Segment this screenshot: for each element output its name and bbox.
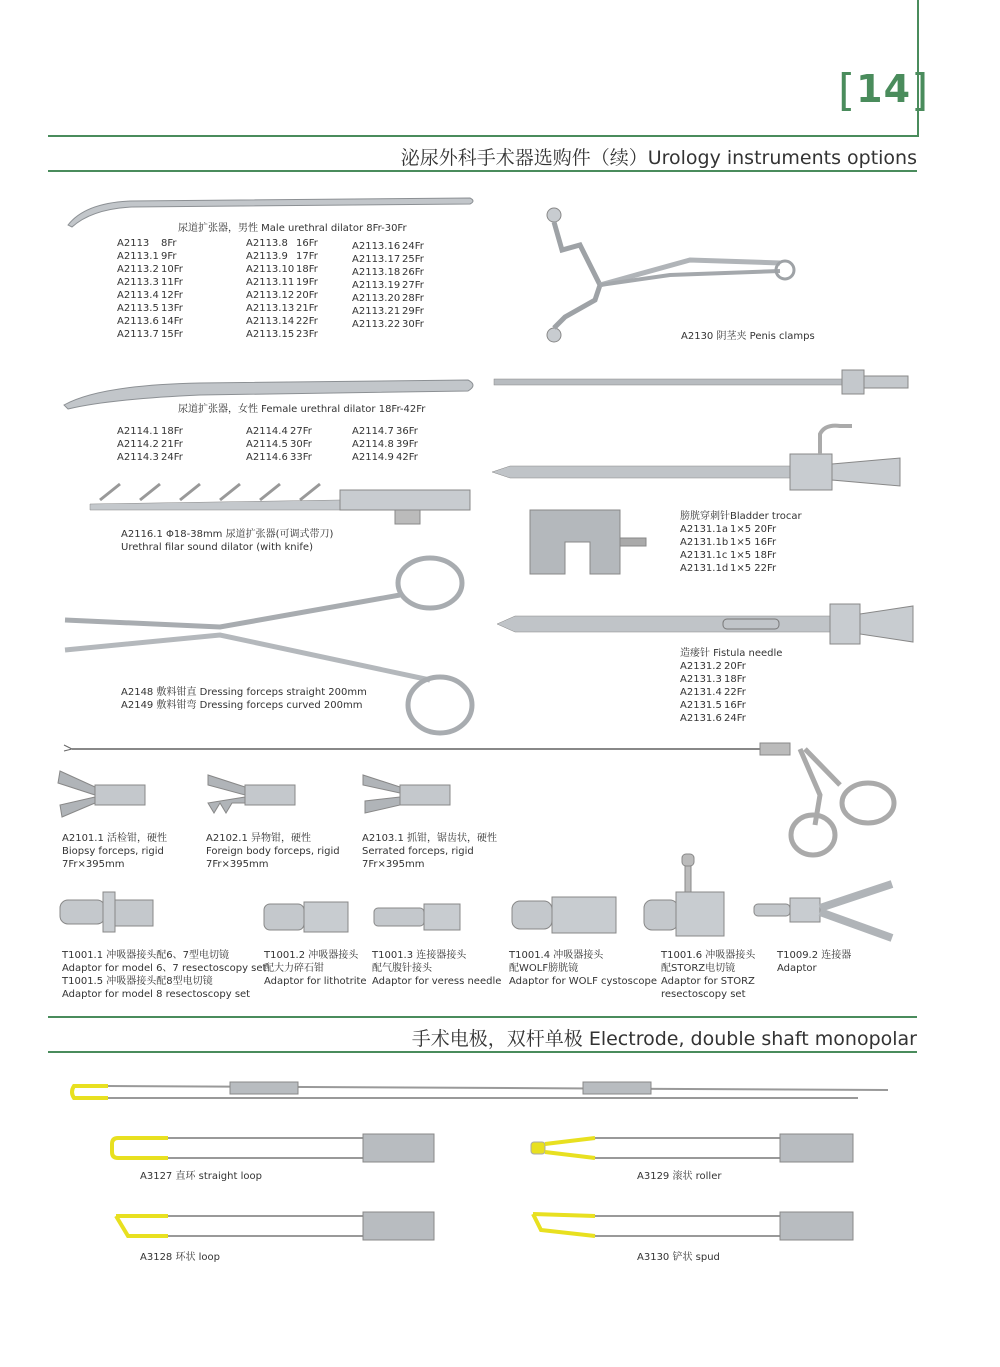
fistula-needle-title: 造瘘针 Fistula needle [680,648,783,659]
spec-row [117,289,183,302]
size-value: 26Fr [402,267,424,278]
spec-row [680,523,802,536]
size-value: 1×5 22Fr [730,563,777,574]
size-value: 16Fr [724,700,746,711]
roller-electrode-image [525,1130,855,1170]
adaptor-1-image [58,888,158,938]
part-number: A2113.4 [117,290,159,301]
size-value: 30Fr [290,439,312,450]
part-number: A2113.16 [352,241,401,252]
section1-title: 泌尿外科手术器选购件（续）Urology instruments options [400,147,917,169]
part-number: A2114.7 [352,426,394,437]
trocar-sheath-image [490,368,910,398]
part-number: A2114.8 [352,439,394,450]
bladder-trocar-block [680,510,802,575]
spec-row [246,451,312,464]
adaptor-3-image [372,898,472,938]
part-number: A2114.6 [246,452,288,463]
size-value: 1×5 20Fr [730,524,777,535]
size-value: 18Fr [724,674,746,685]
section2-top-rule [48,1016,917,1018]
serrated-forceps-tip-image [355,765,455,825]
spec-row [352,451,418,464]
spec-row [352,425,418,438]
size-value: 19Fr [296,277,318,288]
loop-electrode-image [108,1208,438,1248]
adaptor-4-image [510,893,620,938]
adaptor-2-caption: T1001.2 冲吸器接头 配大力碎石钳 Adaptor for lithotrite [264,950,367,987]
part-number: A2113.17 [352,254,401,265]
header-rule [48,135,919,137]
spec-row [117,451,183,464]
spec-row [246,263,318,276]
part-number: A2113 [117,238,150,249]
spec-row [246,438,312,451]
spec-row [246,276,318,289]
spec-row [246,237,318,250]
roller-caption: A3129 滚状 roller [637,1171,722,1182]
dressing-forceps-caption: A2148 敷料钳直 Dressing forceps straight 200mm A2149 敷料钳弯 Dressing forceps curved 200mm [121,687,367,711]
size-value: 21Fr [161,439,183,450]
part-number: A2113.15 [246,329,295,340]
adaptor-2-image [262,898,352,938]
size-value: 28Fr [402,293,424,304]
size-value: 8Fr [161,238,177,249]
size-value: 16Fr [296,238,318,249]
spec-row [117,425,183,438]
size-value: 30Fr [402,319,424,330]
part-number: A2113.13 [246,303,295,314]
part-number: A2113.10 [246,264,295,275]
female-dilator-col2 [246,425,312,464]
part-number: A2114.9 [352,452,394,463]
adaptor-5-image [642,852,732,942]
straight-loop-caption: A3127 直环 straight loop [140,1171,262,1182]
foreign-body-forceps-tip-image [200,765,300,825]
adaptor-5-caption: T1001.6 冲吸器接头 配STORZ电切镜 Adaptor for STORZ resectoscopy set [661,950,756,1000]
size-value: 22Fr [296,316,318,327]
size-value: 1×5 18Fr [730,550,777,561]
spec-row [246,289,318,302]
part-number: A2131.5 [680,700,722,711]
size-value: 42Fr [396,452,418,463]
spec-row [680,699,782,712]
female-dilator-col1 [117,425,183,464]
spec-row [352,266,424,279]
size-value: 12Fr [161,290,183,301]
size-value: 14Fr [161,316,183,327]
size-value: 24Fr [161,452,183,463]
size-value: 20Fr [724,661,746,672]
size-value: 15Fr [161,329,183,340]
part-number: A2113.8 [246,238,288,249]
spec-row [352,318,424,331]
trocar-clip-image [520,502,650,582]
part-number: A2114.3 [117,452,159,463]
part-number: A2131.1d [680,563,729,574]
part-number: A2113.22 [352,319,401,330]
spec-row [246,425,312,438]
spec-row [680,549,802,562]
spec-row [352,305,424,318]
spec-row [680,686,782,699]
size-value: 21Fr [296,303,318,314]
adaptor-3-caption: T1001.3 连接器接头 配气腹针接头 Adaptor for veress needle [372,950,502,987]
size-value: 18Fr [161,426,183,437]
spec-row [680,536,802,549]
spec-row [117,438,183,451]
spec-row [352,438,418,451]
loop-caption: A3128 环状 loop [140,1252,221,1263]
size-value: 39Fr [396,439,418,450]
size-value: 22Fr [724,687,746,698]
biopsy-forceps-caption: A2101.1 活检钳，硬性 Biopsy forceps, rigid 7Fr×395mm [62,833,168,870]
size-value: 36Fr [396,426,418,437]
foreign-body-forceps-caption: A2102.1 异物钳，硬性 Foreign body forceps, rigid 7Fr×395mm [206,833,340,870]
part-number: A2113.18 [352,267,401,278]
part-number: A2113.9 [246,251,288,262]
spec-row [117,328,183,341]
part-number: A2113.20 [352,293,401,304]
part-number: A2113.21 [352,306,401,317]
spec-row [680,660,782,673]
penis-clamp-caption: A2130 阴茎夹 Penis clamps [681,331,815,342]
straight-loop-electrode-image [108,1130,438,1170]
male-dilator-caption: 尿道扩张器，男性 Male urethral dilator 8Fr-30Fr [178,223,407,234]
part-number: A2114.2 [117,439,159,450]
part-number: A2113.5 [117,303,159,314]
part-number: A2131.6 [680,713,722,724]
spec-row [246,250,318,263]
size-value: 33Fr [290,452,312,463]
size-value: 13Fr [161,303,183,314]
spec-row [680,673,782,686]
part-number: A2131.1a [680,524,728,535]
size-value: 1×5 16Fr [730,537,777,548]
adaptor-1-caption: T1001.1 冲吸器接头配6、7型电切镜 Adaptor for model 6、7 resectoscopy set T1001.5 冲吸器接头配8型电切镜 Adaptor for model 8 resectoscopy set [62,950,267,1000]
size-value: 29Fr [402,306,424,317]
biopsy-forceps-tip-image [50,765,150,825]
spud-caption: A3130 铲状 spud [637,1252,720,1263]
female-dilator-col3 [352,425,418,464]
part-number: A2113.14 [246,316,295,327]
size-value: 18Fr [296,264,318,275]
spec-row [117,315,183,328]
male-dilator-col2 [246,237,318,341]
spec-row [680,712,782,725]
female-dilator-caption: 尿道扩张器，女性 Female urethral dilator 18Fr-42Fr [178,404,426,415]
spec-row [117,276,183,289]
spec-row [352,240,424,253]
spec-row [246,302,318,315]
size-value: 24Fr [402,241,424,252]
size-value: 11Fr [161,277,183,288]
size-value: 20Fr [296,290,318,301]
bladder-trocar-title: 膀胱穿刺针Bladder trocar [680,511,802,522]
spec-row [246,315,318,328]
size-value: 10Fr [161,264,183,275]
section1-rule [48,170,917,172]
spec-row [246,328,318,341]
trocar-obturator-image [490,420,910,490]
fistula-needle-image [495,600,915,650]
part-number: A2131.1c [680,550,728,561]
adaptor-6-caption: T1009.2 连接器 Adaptor [777,950,852,974]
size-value: 27Fr [402,280,424,291]
part-number: A2131.3 [680,674,722,685]
spec-row [352,292,424,305]
adaptor-6-image [752,878,902,948]
part-number: A2113.1 [117,251,159,262]
male-dilator-col3 [352,240,424,331]
size-value: 17Fr [296,251,318,262]
spec-row [680,562,802,575]
spec-row [117,237,183,250]
spec-row [352,279,424,292]
full-electrode-image [68,1078,898,1108]
filar-dilator-image [60,480,480,530]
filar-dilator-caption: A2116.1 Φ18-38mm 尿道扩张器(可调式带刀) Urethral filar sound dilator (with knife) [121,529,334,553]
part-number: A2131.4 [680,687,722,698]
serrated-forceps-caption: A2103.1 抓钳，锯齿状，硬性 Serrated forceps, rigid 7Fr×395mm [362,833,498,870]
part-number: A2114.5 [246,439,288,450]
part-number: A2131.2 [680,661,722,672]
size-value: 9Fr [161,251,177,262]
spec-row [117,250,183,263]
part-number: A2113.3 [117,277,159,288]
page-number: [14] [838,65,930,116]
part-number: A2113.6 [117,316,159,327]
part-number: A2113.7 [117,329,159,340]
part-number: A2114.4 [246,426,288,437]
adaptor-4-caption: T1001.4 冲吸器接头 配WOLF膀胱镜 Adaptor for WOLF cystoscope [509,950,657,987]
male-dilator-col1 [117,237,183,341]
part-number: A2114.1 [117,426,159,437]
size-value: 25Fr [402,254,424,265]
spec-row [117,263,183,276]
part-number: A2131.1b [680,537,729,548]
part-number: A2113.19 [352,280,401,291]
spec-row [352,253,424,266]
size-value: 27Fr [290,426,312,437]
section2-title: 手术电极，双杆单极 Electrode, double shaft monopolar [411,1028,917,1050]
part-number: A2113.2 [117,264,159,275]
spec-row [117,302,183,315]
fistula-needle-block [680,647,782,725]
size-value: 23Fr [296,329,318,340]
part-number: A2113.11 [246,277,295,288]
spud-electrode-image [525,1208,855,1248]
part-number: A2113.12 [246,290,295,301]
size-value: 24Fr [724,713,746,724]
section2-rule [48,1051,917,1053]
